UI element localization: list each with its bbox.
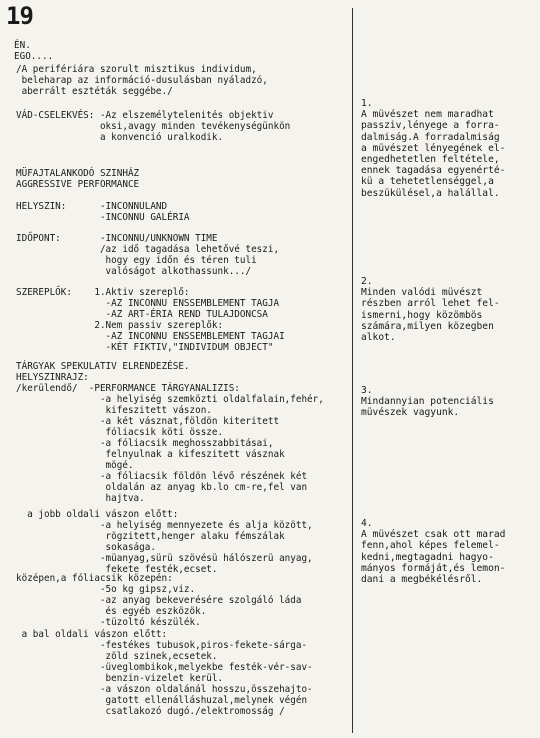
- note-4: [361, 518, 505, 585]
- center-text: [16, 573, 301, 628]
- text-line: beleharap az információ-dusulásban nyáladzó,: [16, 75, 268, 86]
- text-line: TÁRGYAK SPEKULATIV ELRENDEZÉSE.: [16, 361, 190, 372]
- text-line: oksi,avagy minden tevékenységünkön: [16, 121, 291, 132]
- text-line: fenn,ahol képes felemel-: [361, 540, 500, 552]
- text-line: -AZ INCONNU ENSSEMBLEMENT TAGJA: [16, 298, 280, 309]
- text-line: részben arról lehet fel-: [361, 298, 500, 310]
- text-line: passziv,lényege a forra-: [361, 120, 500, 132]
- text-line: középen,a fóliacsik közepén:: [16, 573, 173, 584]
- text-line: EGO....: [14, 51, 54, 62]
- note-1: [361, 98, 505, 199]
- venue-text: [16, 201, 190, 223]
- time-text: [16, 233, 279, 277]
- text-line: -festékes tubusok,piros-fekete-sárga-: [16, 640, 308, 651]
- text-line: VÁD-CSELEKVÉS: -Az elszemélytelenités objektiv: [16, 110, 274, 121]
- text-line: -5o kg gipsz,viz.: [16, 584, 196, 595]
- text-line: benzin-vizelet kerül.: [16, 673, 224, 684]
- text-line: AGGRESSIVE PERFORMANCE: [16, 179, 140, 190]
- note-3: [361, 385, 494, 419]
- text-line: dalmiság.A forradalmiság: [361, 131, 500, 143]
- text-line: aberrált esztéták seggébe./: [16, 86, 173, 97]
- text-line: fekete festék,ecset.: [16, 564, 218, 575]
- text-line: a jobb oldali vászon előtt:: [16, 509, 179, 520]
- text-line: sokasága.: [16, 542, 156, 553]
- text-line: kedni,megtagadni hagyo-: [361, 551, 494, 563]
- text-line: HELYSZIN: -INCONNULAND: [16, 201, 168, 212]
- text-line: HELYSZINRAJZ:: [16, 372, 89, 383]
- text-line: gatott ellenálláshuzal,melynek végén: [16, 695, 308, 706]
- text-line: ÉN.: [14, 40, 31, 51]
- text-line: mányos formáját,és lemon-: [361, 562, 506, 574]
- objects-text: [16, 361, 324, 504]
- text-line: -müanyag,sürü szövésü hálószerü anyag,: [16, 553, 313, 564]
- intro-text: [16, 64, 268, 97]
- text-line: zöld szinek,ecsetek.: [16, 651, 218, 662]
- column-divider: [352, 8, 353, 733]
- text-line: -a két vásznat,földön kiteritett: [16, 416, 280, 427]
- text-line: IDŐPONT: -INCONNU/UNKNOWN TIME: [16, 233, 218, 244]
- text-line: mögé.: [16, 460, 134, 471]
- note-2: [361, 276, 500, 343]
- text-line: számára,milyen közegben: [361, 320, 494, 332]
- text-line: ennek tagadása egyenérté-: [361, 165, 506, 177]
- text-line: -az anyag bekeverésére szolgáló láda: [16, 595, 302, 606]
- text-line: Mindannyian potenciális: [361, 396, 494, 408]
- text-line: oldalán az anyag kb.lo cm-re,fel van: [16, 482, 308, 493]
- text-line: -AZ INCONNU ENSSEMBLEMENT TAGJAI: [16, 331, 285, 342]
- text-line: a konvenció uralkodik.: [16, 132, 224, 143]
- text-line: -a helyiség szemközti oldalfalain,fehér,: [16, 394, 324, 405]
- text-line: és egyéb eszközök.: [16, 606, 207, 617]
- page-number: 19: [6, 2, 33, 30]
- text-line: 3.: [361, 385, 373, 396]
- text-line: felnyulnak a kifeszitett vásznak: [16, 449, 285, 460]
- text-line: engedhetetlen feltétele,: [361, 154, 500, 166]
- text-line: 2.: [361, 276, 373, 287]
- text-line: ismerni,hogy közömbös: [361, 309, 483, 321]
- text-line: csatlakozó dugó./elektromosság /: [16, 706, 285, 717]
- text-line: 2.Nem passiv szereplők:: [16, 320, 224, 331]
- text-line: kü a tehetetlenséggel,a: [361, 176, 494, 188]
- section-title: [16, 168, 139, 190]
- text-line: -a vászon oldalánál hosszu,összehajto-: [16, 684, 313, 695]
- text-line: -INCONNU GALÉRIA: [16, 212, 190, 223]
- text-line: alkot.: [361, 332, 396, 344]
- text-line: hogy egy időn és téren tuli: [16, 255, 257, 266]
- text-line: 4.: [361, 518, 373, 529]
- text-line: A müvészet nem maradhat: [361, 109, 494, 121]
- text-line: fóliacsik köti össze.: [16, 427, 224, 438]
- text-line: kifeszitett vászon.: [16, 405, 212, 416]
- text-line: SZEREPLŐK: 1.Aktiv szereplő:: [16, 287, 190, 298]
- text-line: /A perifériára szorult misztikus individum,: [16, 64, 257, 75]
- text-line: -AZ ART-ÉRIA REND TULAJDONCSA: [16, 309, 268, 320]
- text-line: A müvészet csak ott marad: [361, 529, 506, 541]
- text-line: beszükülésel,a halállal.: [361, 187, 500, 199]
- text-line: -tüzoltó készülék.: [16, 617, 201, 628]
- text-line: /kerülendő/ -PERFORMANCE TÁRGYANALIZIS:: [16, 383, 240, 394]
- text-line: valóságot alkothassunk.../: [16, 266, 252, 277]
- text-line: -a fóliacsik meghosszabbitásai,: [16, 438, 274, 449]
- text-line: MÜFAJTALANKODÓ SZINHÁZ: [16, 168, 140, 179]
- accusation-text: [16, 110, 290, 143]
- text-line: -üveglombikok,melyekbe festék-vér-sav-: [16, 662, 313, 673]
- text-line: -a helyiség mennyezete és alja között,: [16, 520, 313, 531]
- text-line: a müvészet lényegének el-: [361, 142, 506, 154]
- text-line: -a fóliacsik földön lévő részének két: [16, 471, 308, 482]
- text-line: rögzitett,henger alaku fémszálak: [16, 531, 285, 542]
- ego-header: [14, 40, 53, 62]
- performers-text: [16, 287, 285, 353]
- text-line: 1.: [361, 98, 373, 109]
- text-line: dani a megbékélésről.: [361, 574, 483, 586]
- text-line: /az idő tagadása lehetővé teszi,: [16, 244, 280, 255]
- text-line: müvészek vagyunk.: [361, 407, 460, 419]
- text-line: a bal oldali vászon előtt:: [16, 629, 168, 640]
- text-line: Minden valódi müvészt: [361, 287, 483, 299]
- text-line: hajtva.: [16, 493, 145, 504]
- text-line: -KÉT FIKTIV,"INDIVIDUM OBJECT": [16, 342, 274, 353]
- right-canvas-text: [16, 509, 313, 575]
- left-canvas-text: [16, 629, 313, 717]
